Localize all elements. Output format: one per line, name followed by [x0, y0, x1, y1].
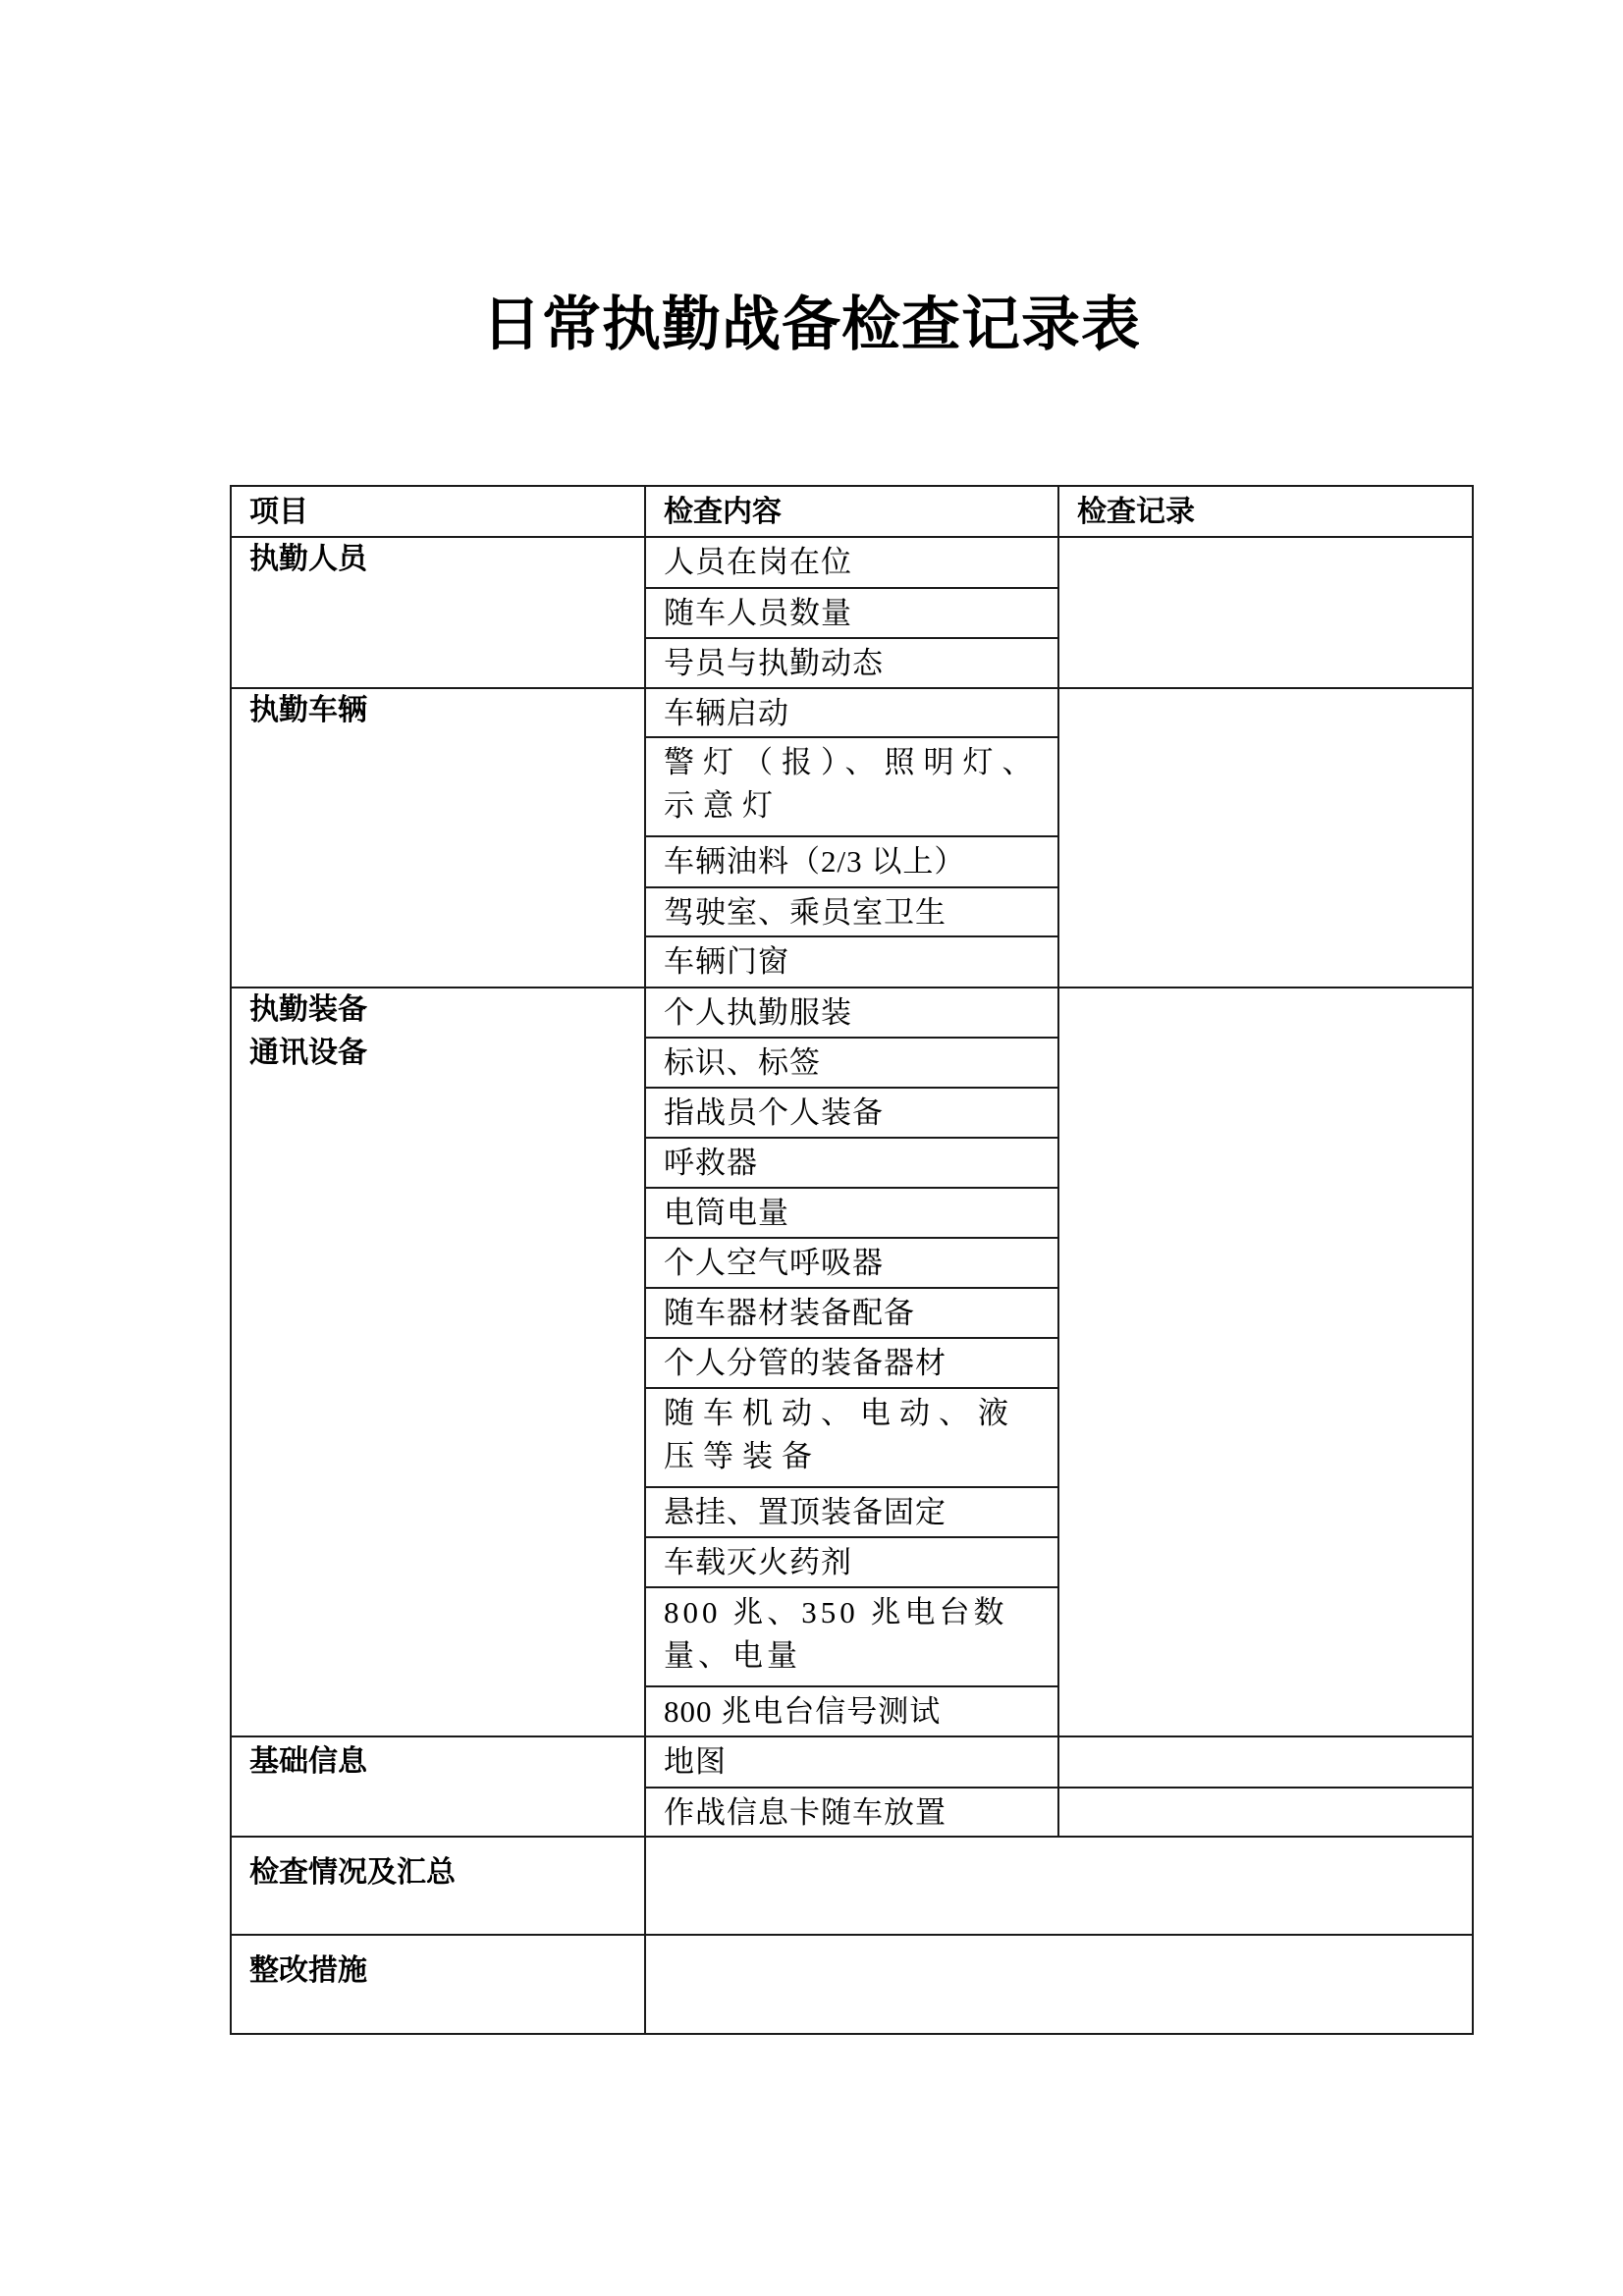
table-header-row: [231, 486, 1473, 537]
group-label-personnel: 执勤人员: [231, 537, 645, 688]
record-cell-map[interactable]: [1058, 1736, 1473, 1788]
header-cell-item: 项目: [231, 486, 645, 537]
check-item: 车辆门窗: [645, 936, 1058, 988]
check-item: 车载灭火药剂: [645, 1537, 1058, 1587]
group-label-equipment: 执勤装备 通讯设备: [231, 988, 645, 1736]
check-item: 指战员个人装备: [645, 1088, 1058, 1138]
check-item: 车辆启动: [645, 688, 1058, 737]
record-cell-info-card[interactable]: [1058, 1788, 1473, 1837]
check-item: 随车机动、电动、液压等装备: [645, 1388, 1058, 1487]
check-item: 标识、标签: [645, 1038, 1058, 1088]
check-item: 个人执勤服装: [645, 988, 1058, 1038]
table-row: [231, 688, 1473, 737]
document-title: 日常执勤战备检查记录表: [482, 292, 1141, 357]
record-cell-equipment[interactable]: [1058, 988, 1473, 1736]
check-item: 地图: [645, 1736, 1058, 1788]
header-cell-record: 检查记录: [1058, 486, 1473, 537]
check-item: 悬挂、置顶装备固定: [645, 1487, 1058, 1537]
header-cell-content: 检查内容: [645, 486, 1058, 537]
rectification-field[interactable]: [645, 1935, 1473, 2034]
check-item: 800 兆电台信号测试: [645, 1686, 1058, 1736]
record-cell-vehicle[interactable]: [1058, 688, 1473, 988]
check-item: 随车器材装备配备: [645, 1288, 1058, 1338]
check-item: 个人空气呼吸器: [645, 1238, 1058, 1288]
summary-field[interactable]: [645, 1837, 1473, 1935]
summary-label: 检查情况及汇总: [231, 1837, 645, 1935]
check-item: 800 兆、350 兆电台数量、电量: [645, 1587, 1058, 1686]
check-item: 警灯（报）、照明灯、示意灯: [645, 737, 1058, 836]
inspection-record-table: [230, 485, 1474, 2035]
check-item: 个人分管的装备器材: [645, 1338, 1058, 1388]
check-item: 作战信息卡随车放置: [645, 1788, 1058, 1837]
table-row: [231, 988, 1473, 1038]
group-label-basic-info: 基础信息: [231, 1736, 645, 1837]
check-item: 人员在岗在位: [645, 537, 1058, 588]
table-row-summary: [231, 1837, 1473, 1935]
table-row: [231, 1736, 1473, 1788]
check-item: 车辆油料（2/3 以上）: [645, 836, 1058, 887]
rectification-label: 整改措施: [231, 1935, 645, 2034]
check-item: 号员与执勤动态: [645, 638, 1058, 688]
check-item: 呼救器: [645, 1138, 1058, 1188]
check-item: 驾驶室、乘员室卫生: [645, 887, 1058, 936]
group-label-vehicle: 执勤车辆: [231, 688, 645, 988]
record-cell-personnel[interactable]: [1058, 537, 1473, 688]
table-row: [231, 537, 1473, 588]
check-item: 随车人员数量: [645, 588, 1058, 638]
check-item: 电筒电量: [645, 1188, 1058, 1238]
table-row-rectification: [231, 1935, 1473, 2034]
